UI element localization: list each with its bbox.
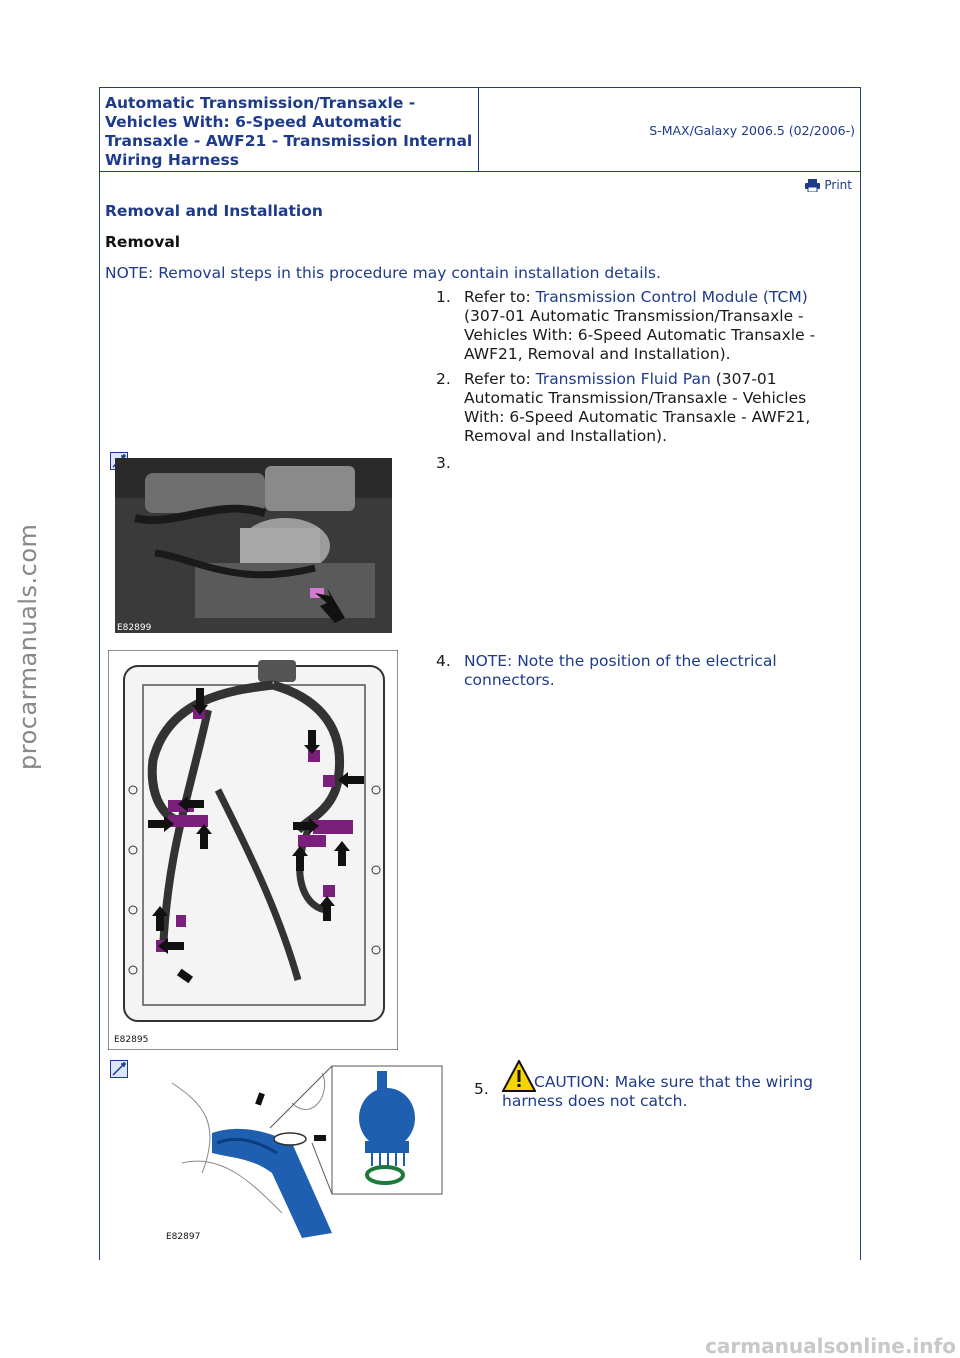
step-number: 4.: [436, 652, 451, 670]
step-rest: (307-01 Automatic Transmission/Transaxle - Vehicles With: 6-Speed Automatic Transaxle - AWF21, Removal and Installation).: [464, 370, 811, 445]
warning-icon: [502, 1060, 536, 1092]
model-info: S-MAX/Galaxy 2006.5 (02/2006-): [649, 123, 855, 138]
header: [100, 88, 860, 172]
figure-label: E82897: [166, 1232, 201, 1242]
step-number: 2.: [436, 370, 451, 388]
step-number: 5.: [474, 1080, 489, 1098]
section-title: Removal and Installation: [105, 202, 323, 220]
print-label: Print: [824, 178, 852, 192]
removal-note: NOTE: Removal steps in this procedure may contain installation details.: [105, 264, 661, 282]
page-title: Automatic Transmission/Transaxle - Vehicles With: 6-Speed Automatic Transaxle - AWF21 - Transmission Internal Wiring Harness: [105, 94, 473, 169]
side-watermark: procarmanuals.com: [14, 523, 42, 770]
printer-icon: [805, 179, 820, 192]
bottom-watermark: carmanualsonline.info: [705, 1334, 956, 1358]
step-rest: (307-01 Automatic Transmission/Transaxle - Vehicles With: 6-Speed Automatic Transaxle - AWF21, Removal and Installation).: [464, 307, 816, 363]
sub-title: Removal: [105, 233, 181, 251]
page-frame: [99, 87, 861, 1260]
figure-e82895: [108, 650, 398, 1050]
step-text: [464, 288, 834, 364]
link-tcm[interactable]: Transmission Control Module (TCM): [535, 288, 808, 306]
step-text: [464, 370, 834, 446]
link-fluid-pan[interactable]: Transmission Fluid Pan: [535, 370, 711, 388]
figure-e82899: [115, 458, 392, 633]
figure-e82897: [162, 1063, 444, 1243]
step-number: 1.: [436, 288, 451, 306]
refer-to-label: Refer to:: [464, 288, 536, 306]
figure-label: E82895: [114, 1035, 149, 1045]
print-button[interactable]: [805, 178, 852, 192]
header-model-cell: [479, 88, 859, 171]
caution-block: [502, 1060, 847, 1111]
step-note: NOTE: Note the position of the electrical connectors.: [464, 652, 777, 689]
zoom-icon[interactable]: [110, 1060, 128, 1078]
header-title-cell: [100, 88, 479, 171]
caution-text: CAUTION: Make sure that the wiring harness does not catch.: [502, 1073, 813, 1110]
step-number: 3.: [436, 454, 451, 472]
figure-label: E82899: [117, 623, 152, 633]
refer-to-label: Refer to:: [464, 370, 536, 388]
